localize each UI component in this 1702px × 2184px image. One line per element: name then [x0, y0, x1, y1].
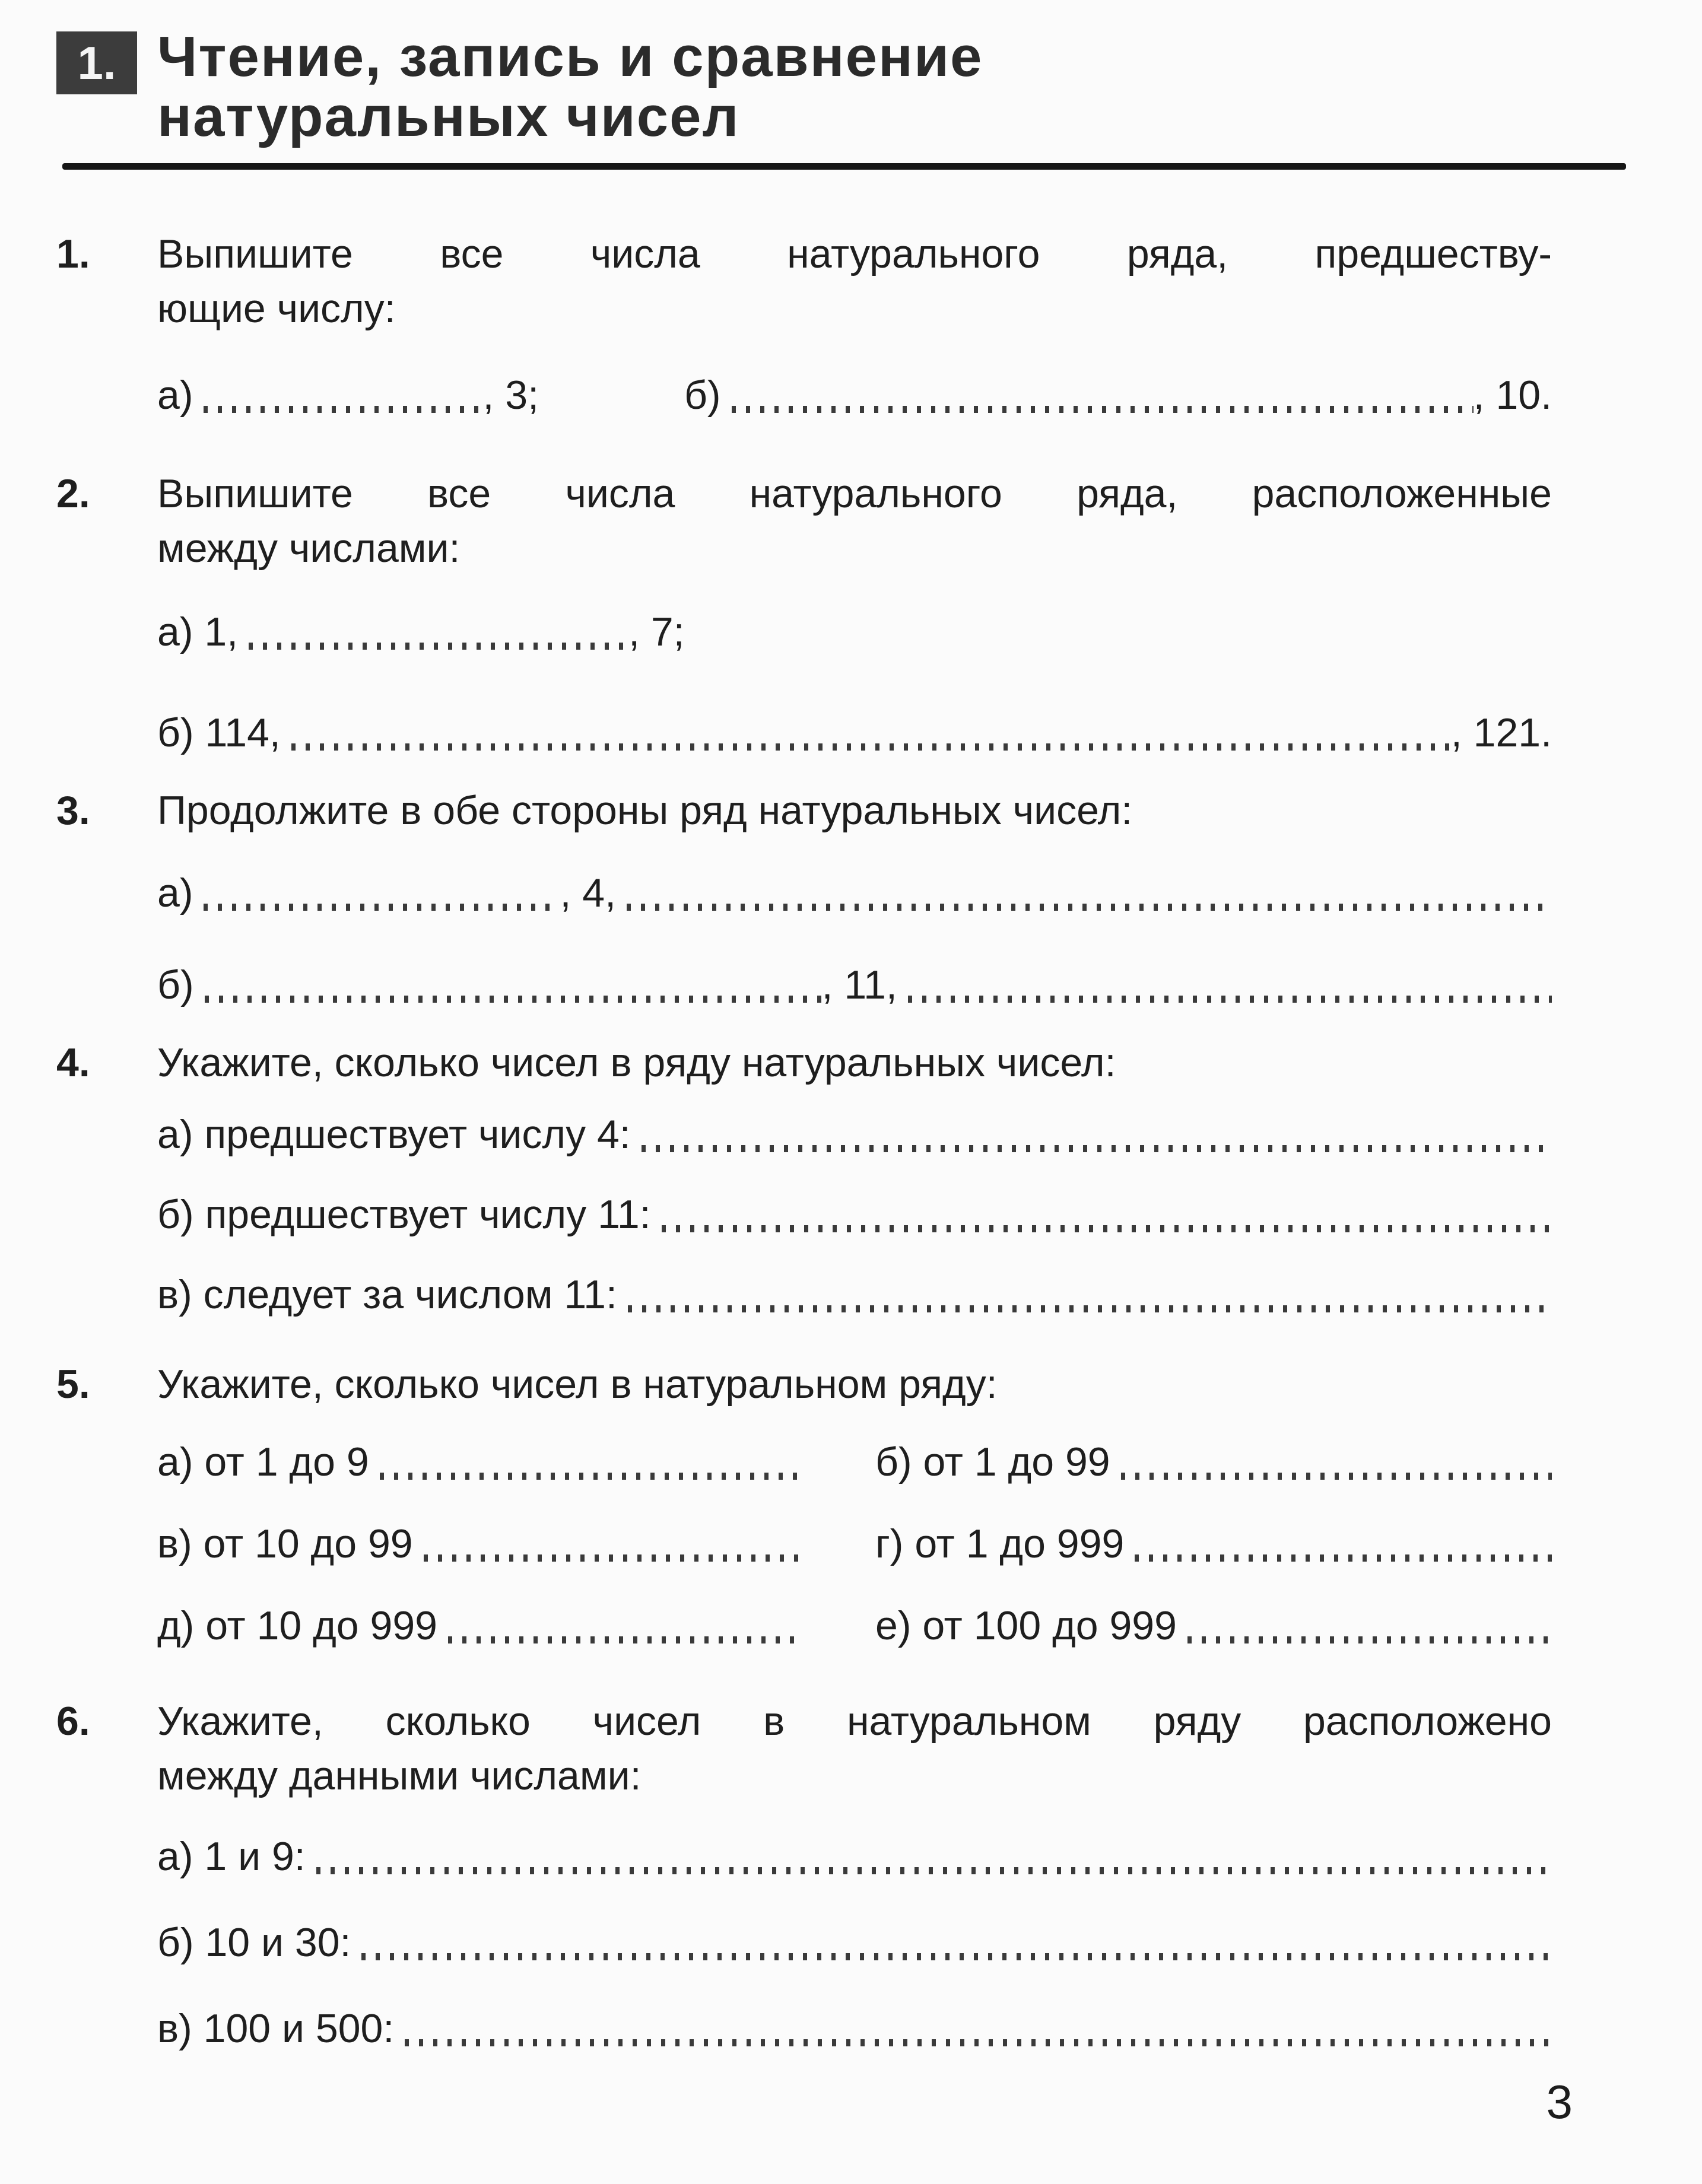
exercise-6-answer-row-b: [157, 1916, 1552, 1969]
exercise-2-prompt-line2: между числами:: [157, 526, 461, 571]
item-a-suffix: , 3;: [482, 373, 539, 418]
item-g-text: г) от 1 до 999: [875, 1521, 1125, 1566]
chapter-title: [157, 27, 1552, 147]
item-b-suffix: , 121.: [1450, 710, 1552, 755]
answer-blank: [405, 2039, 1552, 2046]
page-number: 3: [1546, 2075, 1573, 2128]
answer-blank: [628, 1305, 1552, 1312]
exercise-1: [56, 227, 1552, 422]
item-a-mid: , 4,: [560, 870, 616, 915]
exercise-3: [56, 783, 1552, 1012]
exercise-3-number: 3.: [56, 788, 90, 833]
exercise-2: [56, 466, 1552, 759]
exercise-5-cell-g: [875, 1517, 1552, 1571]
exercise-5: [56, 1357, 1552, 1652]
exercise-5-cell-d: [157, 1599, 798, 1652]
exercise-6-body: [157, 1694, 1552, 2055]
exercise-1-body: [157, 227, 1552, 422]
chapter-header: [56, 27, 1552, 170]
item-b-text: б) от 1 до 99: [875, 1439, 1110, 1484]
item-b-label: б): [684, 373, 721, 418]
exercise-1-answer-row: [157, 368, 1552, 422]
exercise-4: [56, 1035, 1552, 1321]
exercise-1-prompt-line2: ющие числу:: [157, 286, 396, 331]
exercise-6-prompt-line2: между данными числами:: [157, 1753, 642, 1798]
answer-blank: [380, 1473, 798, 1480]
item-v-text: в) от 10 до 99: [157, 1521, 413, 1566]
exercise-5-prompt: Укажите, сколько чисел в натуральном ряду:: [157, 1362, 998, 1407]
answer-blank: [205, 996, 822, 1003]
exercise-5-body: [157, 1357, 1552, 1652]
item-b-prefix: б) 114,: [157, 710, 281, 755]
exercise-4-answer-row-v: [157, 1268, 1552, 1321]
answer-blank: [316, 1867, 1552, 1874]
exercise-4-answer-row-a: [157, 1108, 1552, 1161]
answer-blank: [204, 406, 482, 413]
exercise-1-prompt-line1: Выпишите все числа натурального ряда, предшеству-: [157, 231, 1552, 276]
item-v-text: в) следует за числом 11:: [157, 1272, 617, 1317]
item-b-mid: , 11,: [821, 962, 897, 1007]
exercise-2-prompt-line1: Выпишите все числа натурального ряда, расположенные: [157, 471, 1552, 516]
exercise-4-answer-row-b: [157, 1188, 1552, 1241]
answer-blank: [1121, 1473, 1552, 1480]
exercise-2-number: 2.: [56, 471, 90, 516]
exercise-1-prompt: [157, 227, 1552, 336]
item-a-suffix: , 7;: [628, 609, 685, 654]
item-b-text: б) 10 и 30:: [157, 1920, 351, 1965]
answer-blank: [732, 406, 1474, 413]
answer-blank: [361, 1953, 1552, 1960]
exercise-6-answer-row-v: [157, 2002, 1552, 2055]
header-rule: [62, 163, 1626, 170]
exercise-3-body: [157, 783, 1552, 1012]
answer-blank: [642, 1145, 1552, 1152]
exercise-5-row-3: [157, 1599, 1552, 1652]
item-b-label: б): [157, 962, 194, 1007]
exercise-5-cell-b: [875, 1435, 1552, 1489]
answer-blank: [662, 1225, 1552, 1232]
chapter-title-line1: Чтение, запись и сравнение: [157, 25, 983, 88]
exercise-6-answer-row-a: [157, 1830, 1552, 1883]
item-b-suffix: , 10.: [1473, 373, 1552, 418]
exercise-5-number: 5.: [56, 1362, 90, 1407]
item-a-text: а) предшествует числу 4:: [157, 1112, 631, 1157]
exercise-3-answer-row-a: [157, 866, 1552, 920]
exercise-4-body: [157, 1035, 1552, 1321]
chapter-number-badge: 1.: [56, 31, 137, 94]
chapter-title-line2: натуральных чисел: [157, 85, 740, 148]
exercise-6-prompt-line1: Укажите, сколько чисел в натуральном ряду расположено: [157, 1699, 1552, 1744]
item-a-label: а): [157, 870, 193, 915]
exercise-6: [56, 1694, 1552, 2055]
item-v-text: в) 100 и 500:: [157, 2006, 395, 2051]
exercise-2-answer-row-b: [157, 706, 1552, 759]
answer-blank: [448, 1636, 798, 1643]
exercise-6-number: 6.: [56, 1699, 90, 1744]
item-a-label: а): [157, 373, 193, 418]
exercise-3-answer-row-b: [157, 958, 1552, 1012]
exercise-5-cell-e: [875, 1599, 1552, 1652]
answer-blank: [627, 904, 1552, 911]
exercise-5-cell-a: [157, 1435, 798, 1489]
exercise-5-cell-v: [157, 1517, 798, 1571]
exercise-2-answer-row-a: [157, 605, 1552, 659]
answer-blank: [204, 904, 560, 911]
exercise-4-prompt: Укажите, сколько чисел в ряду натуральных чисел:: [157, 1040, 1116, 1085]
exercise-5-row-1: [157, 1435, 1552, 1489]
answer-blank: [908, 996, 1552, 1003]
exercise-2-prompt: [157, 466, 1552, 576]
item-a-prefix: а) 1,: [157, 609, 239, 654]
exercise-5-row-2: [157, 1517, 1552, 1571]
exercise-3-prompt: Продолжите в обе стороны ряд натуральных чисел:: [157, 788, 1133, 833]
item-a-text: а) от 1 до 9: [157, 1439, 369, 1484]
item-b-text: б) предшествует числу 11:: [157, 1192, 651, 1237]
answer-blank: [1187, 1636, 1552, 1643]
item-a-text: а) 1 и 9:: [157, 1834, 306, 1879]
answer-blank: [249, 643, 628, 650]
item-d-text: д) от 10 до 999: [157, 1603, 437, 1648]
item-e-text: е) от 100 до 999: [875, 1603, 1177, 1648]
answer-blank: [424, 1554, 798, 1562]
answer-blank: [291, 743, 1451, 751]
answer-blank: [1135, 1554, 1552, 1562]
exercise-6-prompt: [157, 1694, 1552, 1803]
exercise-2-body: [157, 466, 1552, 759]
exercise-1-number: 1.: [56, 231, 90, 276]
exercise-4-number: 4.: [56, 1040, 90, 1085]
